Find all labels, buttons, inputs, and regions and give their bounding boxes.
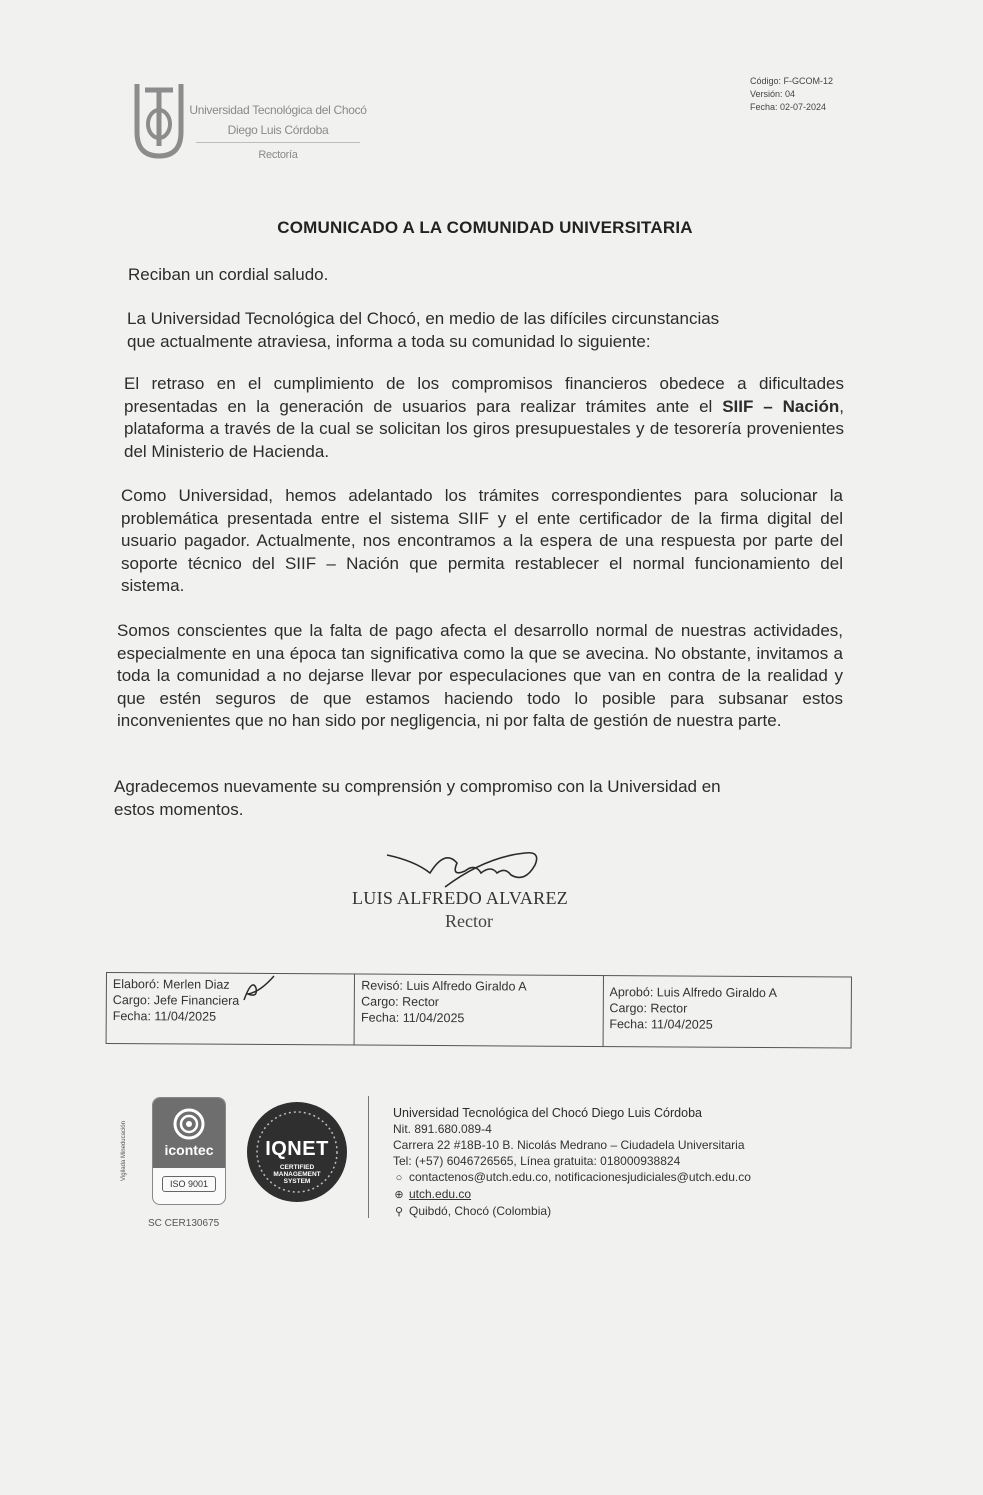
university-name-line1: Universidad Tecnológica del Chocó — [189, 103, 367, 117]
footer-website-row — [393, 1186, 833, 1203]
prepared-date: Fecha: 11/04/2025 — [112, 1009, 217, 1024]
awareness-paragraph: Somos conscientes que la falta de pago afecta el desarrollo normal de nuestras actividades, especialmente en una época tan significativa como la que se avecina. No obstante, invitamos a toda la comunidad a no dejarse llevar por especulaciones que van en contra de la realidad y que estén seguros de que estamos haciendo todo lo posible para subsanar estos inconvenientes que no han sido por negligencia, ni por falta de gestión de nuestra parte. — [117, 621, 843, 730]
reviewed-by: Revisó: Luis Alfredo Giraldo A — [361, 978, 527, 994]
document-control-block — [750, 75, 833, 114]
document-date: Fecha: 02-07-2024 — [750, 102, 827, 112]
iqnet-seal — [247, 1102, 347, 1202]
footer-location: Quibdó, Chocó (Colombia) — [409, 1204, 552, 1218]
icontec-iso: ISO 9001 — [162, 1176, 216, 1192]
signer-role: Rector — [445, 911, 493, 931]
iqnet-line-3: SYSTEM — [283, 1178, 311, 1185]
approved-by: Aprobó: Luis Alfredo Giraldo A — [609, 985, 778, 1001]
contact-block — [393, 1105, 833, 1220]
footer-nit: Nit. 891.680.089-4 — [393, 1122, 492, 1136]
prepared-by: Elaboró: Merlen Diaz — [112, 977, 230, 992]
approval-table — [106, 972, 852, 1049]
office-name: Rectoría — [258, 149, 298, 161]
siif-nacion-bold: SIIF – Nación — [722, 396, 840, 416]
footer-emails[interactable]: contactenos@utch.edu.co, notificacionesjudiciales@utch.edu.co — [409, 1170, 751, 1184]
closing-paragraph — [114, 776, 834, 821]
iqnet-subtitle — [247, 1164, 347, 1185]
document-code: Código: F-GCOM-12 — [750, 76, 834, 86]
reviewed-date: Fecha: 11/04/2025 — [361, 1010, 465, 1026]
vigilada-text: Vigilada Mineducación — [121, 1121, 127, 1181]
footer-divider — [368, 1096, 369, 1218]
actions-paragraph: Como Universidad, hemos adelantado los trámites correspondientes para solucionar la problemática presentada entre el sistema SIIF y el ente certificador de la firma digital del usuario pagador. Actualmente, nos encontramos a la espera de una respuesta por parte del soporte técnico del SIIF – Nación que permita restablecer el normal funcionamiento del sistema. — [121, 486, 843, 595]
delay-text-a: El retraso en el cumplimiento de los compromisos financieros obedece a dificultades presentadas en la generación de usuarios para realizar trámites ante el — [124, 374, 844, 416]
approved-date: Fecha: 11/04/2025 — [609, 1017, 713, 1032]
document-version: Versión: 04 — [750, 89, 796, 99]
closing-line-2: estos momentos. — [114, 799, 244, 819]
intro-line-2: que actualmente atraviesa, informa a toda su comunidad lo siguiente: — [127, 331, 651, 351]
university-emblem-icon — [133, 80, 185, 160]
location-pin-icon: ⚲ — [394, 1206, 404, 1218]
delay-text-b: , plataforma a través de la cual se solicitan los giros presupuestales y de tesorería provenientes del Ministerio de Hacienda. — [124, 396, 844, 461]
footer-location-row — [393, 1203, 833, 1220]
reviewed-role: Cargo: Rector — [361, 994, 440, 1010]
icontec-brand: icontec — [164, 1142, 214, 1158]
email-icon: ○ — [395, 1172, 403, 1184]
initials-signature — [238, 974, 278, 1006]
signer-name: LUIS ALFREDO ALVAREZ — [352, 888, 569, 908]
greeting: Reciban un cordial saludo. — [128, 265, 329, 284]
intro-line-1: La Universidad Tecnológica del Chocó, en medio de las difíciles circunstancias — [127, 309, 720, 328]
document-title: COMUNICADO A LA COMUNIDAD UNIVERSITARIA — [277, 218, 693, 237]
vigilada-seal — [114, 1104, 126, 1204]
iqnet-line-2: MANAGEMENT — [273, 1171, 321, 1178]
footer-emails-row — [393, 1169, 833, 1186]
iqnet-line-1: CERTIFIED — [279, 1164, 315, 1171]
approved-role: Cargo: Rector — [609, 1001, 688, 1016]
icontec-seal — [152, 1097, 226, 1205]
reviewed-by-cell — [355, 975, 604, 1047]
footer-phone: Tel: (+57) 6046726565, Línea gratuita: 018000938824 — [393, 1154, 681, 1168]
handwritten-signature — [385, 843, 555, 893]
closing-line-1: Agradecemos nuevamente su comprensión y compromiso con la Universidad en — [114, 777, 721, 796]
icontec-logo-icon — [153, 1098, 225, 1142]
footer-university-name: Universidad Tecnológica del Chocó Diego Luis Córdoba — [393, 1106, 702, 1120]
prepared-role: Cargo: Jefe Financiera — [112, 993, 240, 1008]
globe-icon: ⊕ — [394, 1189, 404, 1201]
footer-address: Carrera 22 #18B-10 B. Nicolás Medrano – Ciudadela Universitaria — [393, 1138, 745, 1152]
university-name-line2: Diego Luis Córdoba — [227, 123, 329, 137]
prepared-by-cell — [107, 973, 356, 1045]
iqnet-brand: IQNET — [265, 1138, 329, 1160]
delay-paragraph — [124, 373, 844, 463]
approved-by-cell — [603, 976, 851, 1048]
intro-paragraph — [127, 308, 817, 353]
certificate-code: SC CER130675 — [148, 1218, 220, 1229]
university-logo — [133, 80, 373, 165]
footer-website-link[interactable]: utch.edu.co — [409, 1187, 472, 1201]
